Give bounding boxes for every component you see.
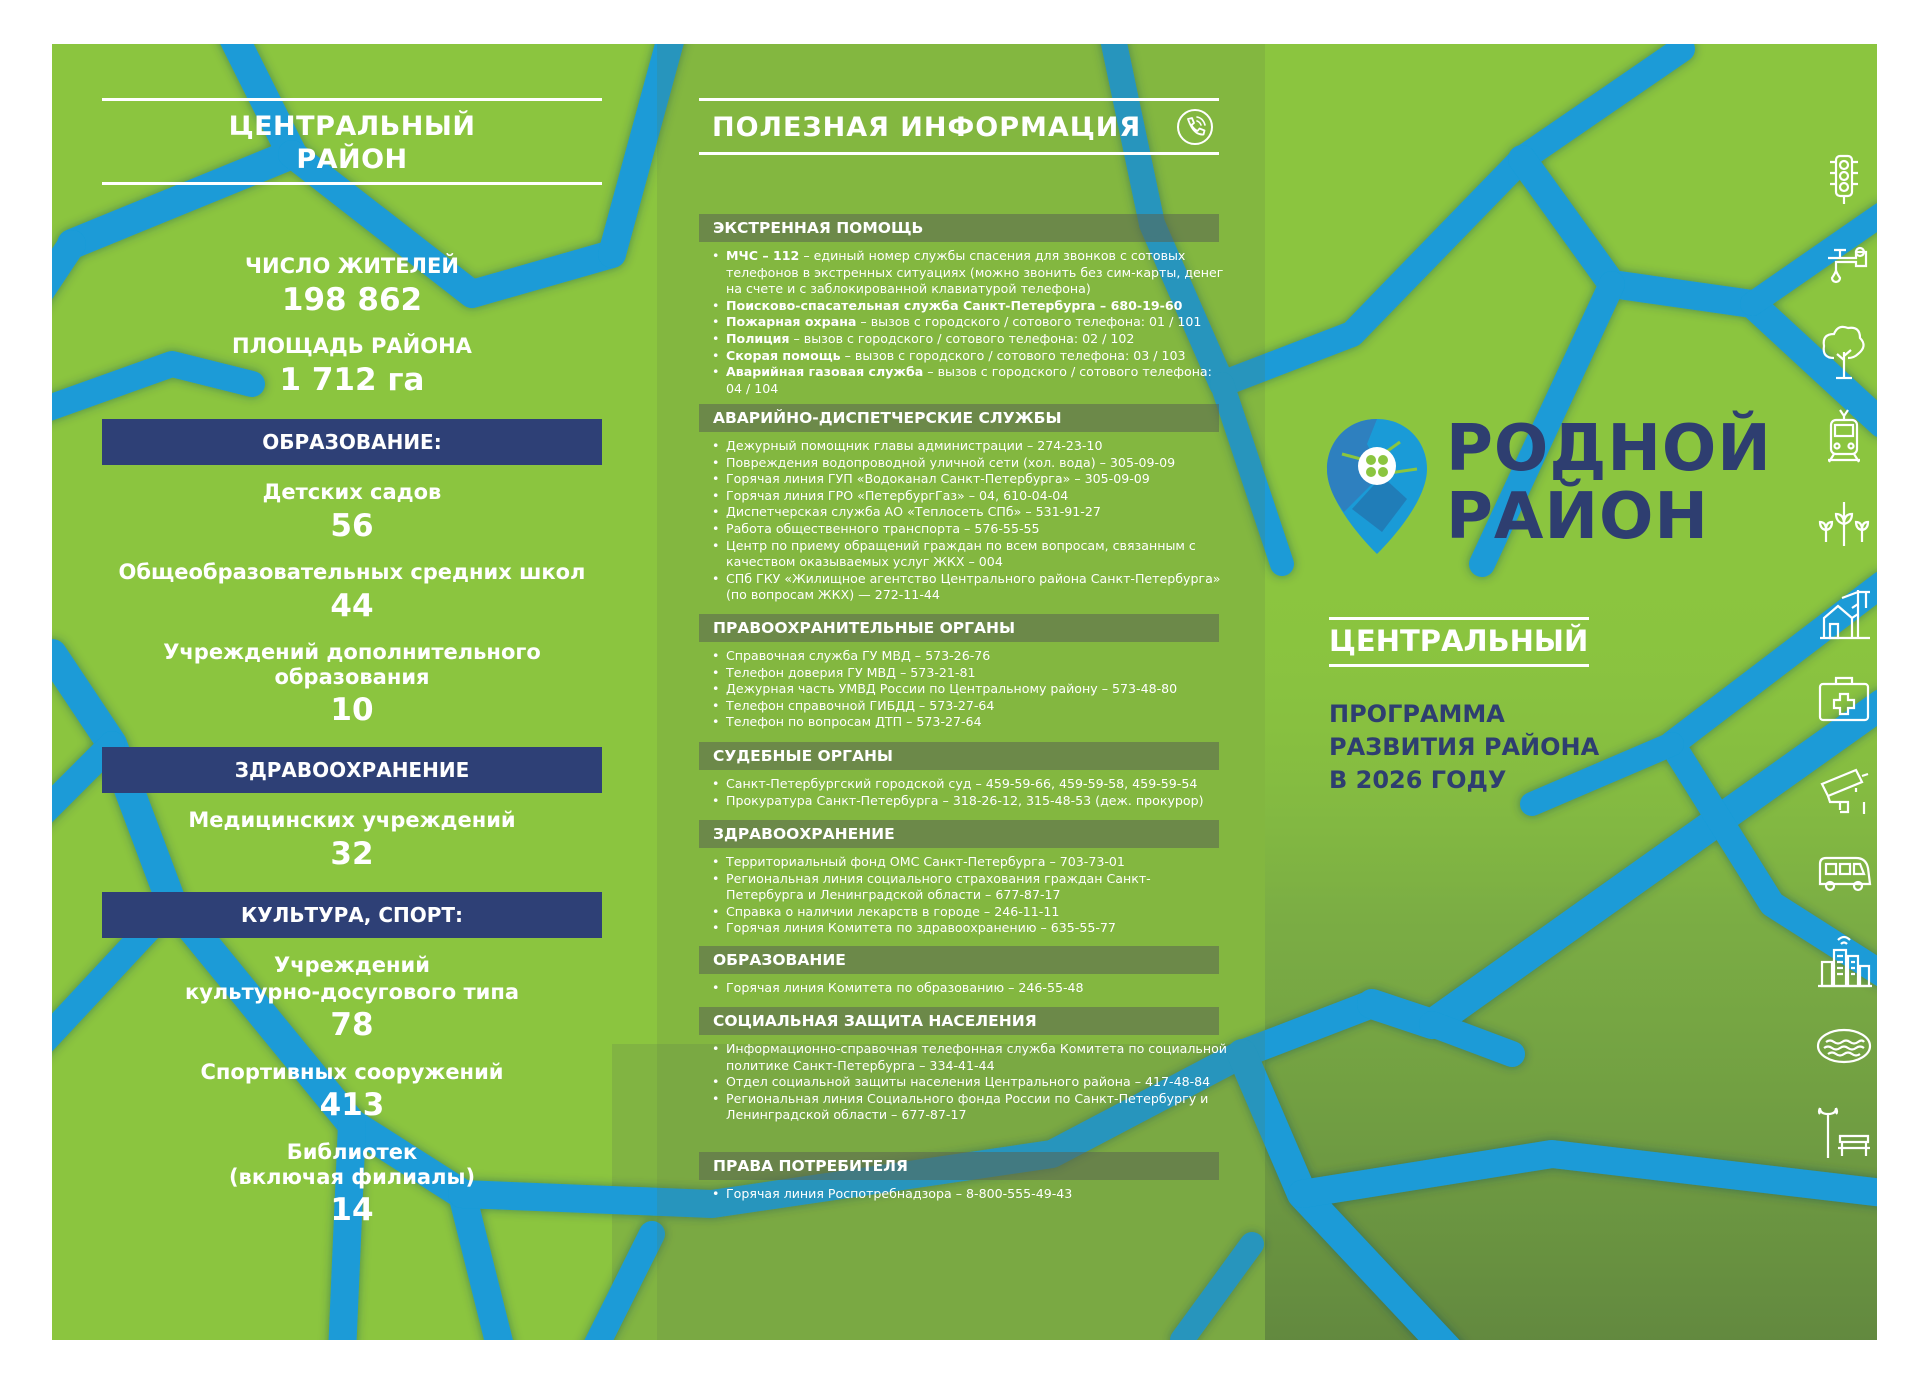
additional-education-label-1: Учреждений дополнительного: [163, 640, 541, 664]
medical-value: 32: [330, 836, 374, 872]
info-list-item: [712, 314, 1227, 331]
info-item-text: Региональная линия Социального фонда России по Санкт-Петербургу и Ленинградской области – 677-87-17: [726, 1090, 1209, 1123]
info-item-text: Территориальный фонд ОМС Санкт-Петербурга – 703-73-01: [726, 854, 1125, 869]
program-line2: РАЗВИТИЯ РАЙОНА: [1329, 733, 1600, 761]
info-item-text: – вызов с городского / сотового телефона: 03 / 103: [840, 347, 1186, 363]
info-list-item: [712, 665, 1227, 682]
tram-icon: [1814, 408, 1874, 466]
info-item-text: Прокуратура Санкт-Петербурга – 318-26-12, 315-48-53 (деж. прокурор): [726, 792, 1204, 808]
sport-value: 413: [319, 1087, 385, 1123]
logo-text-line1: РОДНОЙ: [1446, 412, 1772, 486]
info-list-item: [712, 455, 1227, 472]
info-item-text: Диспетчерская служба АО «Теплосеть СПб» – 531-91-27: [726, 504, 1101, 520]
title-bottom-rule: [102, 182, 602, 185]
info-item-text: Дежурный помощник главы администрации – 274-23-10: [726, 438, 1103, 453]
district-name: ЦЕНТРАЛЬНЫЙ: [1329, 624, 1589, 658]
info-list-item: [712, 571, 1227, 604]
info-section-list: [712, 854, 1227, 937]
info-list-item: [712, 521, 1227, 538]
culture-header: КУЛЬТУРА, СПОРТ:: [102, 892, 602, 938]
park-bench-lamp-icon: [1814, 1102, 1874, 1160]
info-list-item: [712, 871, 1227, 904]
house-construction-icon: [1814, 584, 1874, 642]
schools-label: Общеобразовательных средних школ: [118, 560, 586, 584]
education-header: ОБРАЗОВАНИЕ:: [102, 419, 602, 465]
info-section-list: [712, 776, 1227, 809]
info-item-text: Работа общественного транспорта – 576-55-55: [726, 520, 1040, 536]
brochure-sheet: [52, 44, 1877, 1340]
info-list-item: [712, 854, 1227, 871]
leisure-value: 78: [330, 1007, 374, 1043]
district-title-line2: РАЙОН: [296, 144, 408, 175]
info-item-bold: МЧС – 112: [726, 248, 800, 263]
info-list-item: [712, 698, 1227, 715]
info-list-item: [712, 648, 1227, 665]
info-list-item: [712, 776, 1227, 793]
sprouts-icon: [1814, 494, 1874, 552]
info-item-text: Справка о наличии лекарств в городе – 246-11-11: [726, 903, 1060, 919]
smart-city-buildings-icon: [1814, 930, 1874, 988]
info-item-text: Информационно-справочная телефонная служба Комитета по социальной политике Санкт-Петербурга – 334-41-44: [726, 1041, 1227, 1073]
useful-info-title: ПОЛЕЗНАЯ ИНФОРМАЦИЯ: [712, 112, 1142, 143]
bus-icon: [1814, 844, 1874, 902]
info-item-text: Повреждения водопроводной уличной сети (хол. вода) – 305-09-09: [726, 454, 1176, 470]
additional-education-value: 10: [330, 692, 374, 728]
additional-education-label-2: образования: [274, 665, 430, 689]
info-list-item: [712, 471, 1227, 488]
program-line3: В 2026 ГОДУ: [1329, 766, 1507, 794]
info-item-text: Отдел социальной защиты населения Центрального района – 417-48-84: [726, 1074, 1211, 1090]
medical-label: Медицинских учреждений: [188, 808, 516, 832]
info-list-item: [712, 714, 1227, 731]
info-item-text: Горячая линия Комитета по здравоохранению – 635-55-77: [726, 920, 1116, 936]
traffic-light-icon: [1814, 150, 1874, 208]
info-section-list: [712, 438, 1227, 604]
info-section-header: СУДЕБНЫЕ ОРГАНЫ: [699, 742, 1219, 770]
info-section-list: [712, 648, 1227, 731]
info-item-bold: Пожарная охрана: [726, 314, 857, 330]
cctv-camera-icon: [1814, 758, 1874, 816]
info-section-header: СОЦИАЛЬНАЯ ЗАЩИТА НАСЕЛЕНИЯ: [699, 1007, 1219, 1035]
info-list-item: [712, 681, 1227, 698]
info-section-header: ПРАВООХРАНИТЕЛЬНЫЕ ОРГАНЫ: [699, 614, 1219, 642]
info-section-list: [712, 248, 1227, 397]
water-tap-icon: [1814, 236, 1874, 294]
info-item-text: – вызов с городского / сотового телефона: 02 / 102: [789, 330, 1135, 346]
library-label-1: Библиотек: [286, 1140, 418, 1164]
info-item-bold: Аварийная газовая служба: [726, 364, 924, 380]
library-value: 14: [330, 1192, 374, 1228]
info-section-list: [712, 1186, 1227, 1203]
info-section-list: [712, 980, 1227, 997]
info-list-item: [712, 438, 1227, 455]
district-bottom-rule: [1329, 664, 1589, 667]
info-list-item: [712, 504, 1227, 521]
info-list-item: [712, 1186, 1227, 1203]
lake-icon: [1814, 1016, 1874, 1074]
info-list-item: [712, 488, 1227, 505]
info-list-item: [712, 248, 1227, 298]
info-item-text: Горячая линия ГУП «Водоканал Санкт-Петербурга» – 305-09-09: [726, 471, 1150, 487]
info-section-header: АВАРИЙНО-ДИСПЕТЧЕРСКИЕ СЛУЖБЫ: [699, 404, 1219, 432]
info-section-header: ЗДРАВООХРАНЕНИЕ: [699, 820, 1219, 848]
info-list-item: [712, 920, 1227, 937]
info-item-bold: Скорая помощь: [726, 347, 841, 363]
population-label: ЧИСЛО ЖИТЕЛЕЙ: [245, 254, 459, 278]
leisure-label-1: Учреждений: [274, 953, 430, 977]
info-list-item: [712, 1074, 1227, 1091]
info-item-text: Справочная служба ГУ МВД – 573-26-76: [726, 648, 991, 663]
info-list-item: [712, 904, 1227, 921]
info-item-text: Горячая линия Комитета по образованию – 246-55-48: [726, 980, 1084, 995]
kindergartens-label: Детских садов: [262, 480, 442, 504]
info-item-text: Горячая линия ГРО «ПетербургГаз» – 04, 610-04-04: [726, 487, 1069, 503]
area-label: ПЛОЩАДЬ РАЙОНА: [232, 334, 472, 358]
phone-icon: [1176, 108, 1214, 146]
info-list-item: [712, 1041, 1227, 1074]
info-section-header: ПРАВА ПОТРЕБИТЕЛЯ: [699, 1152, 1219, 1180]
info-item-text: Телефон справочной ГИБДД – 573-27-64: [726, 697, 995, 713]
info-item-text: СПб ГКУ «Жилищное агентство Центрального района Санкт-Петербурга» (по вопросам ЖКХ) — 272-11-44: [726, 570, 1221, 603]
schools-value: 44: [330, 588, 374, 624]
info-item-text: Горячая линия Роспотребнадзора – 8-800-555-49-43: [726, 1186, 1073, 1201]
info-list-item: [712, 793, 1227, 810]
info-item-bold: Полиция: [726, 330, 790, 346]
info-item-text: Региональная линия социального страхования граждан Санкт-Петербурга и Ленинградской области – 677-87-17: [726, 870, 1151, 903]
sport-label: Спортивных сооружений: [200, 1060, 504, 1084]
info-list-item: [712, 298, 1227, 315]
info-list-item: [712, 348, 1227, 365]
info-item-text: – вызов с городского / сотового телефона: 04 / 104: [726, 364, 1212, 396]
tree-icon: [1814, 322, 1874, 380]
info-item-text: Центр по приему обращений граждан по всем вопросам, связанным с качеством оказываемых услуг ЖКХ – 004: [726, 537, 1196, 570]
info-section-header: ЭКСТРЕННАЯ ПОМОЩЬ: [699, 214, 1219, 242]
logo-pin-icon: [1322, 414, 1432, 564]
info-list-item: [712, 538, 1227, 571]
district-top-rule: [1329, 617, 1589, 620]
health-header: ЗДРАВООХРАНЕНИЕ: [102, 747, 602, 793]
district-title-line1: ЦЕНТРАЛЬНЫЙ: [228, 111, 476, 142]
kindergartens-value: 56: [330, 508, 374, 544]
info-item-text: Санкт-Петербургский городской суд – 459-59-66, 459-59-58, 459-59-54: [726, 776, 1198, 791]
info-item-text: Телефон по вопросам ДТП – 573-27-64: [726, 714, 982, 730]
title-top-rule: [102, 98, 602, 101]
leisure-label-2: культурно-досугового типа: [184, 980, 520, 1004]
info-top-rule: [699, 98, 1219, 101]
info-item-bold: Поисково-спасательная служба Санкт-Петербурга – 680-19-60: [726, 297, 1183, 313]
population-value: 198 862: [281, 282, 423, 318]
info-section-list: [712, 1041, 1227, 1124]
info-item-text: Дежурная часть УМВД России по Центральному району – 573-48-80: [726, 681, 1178, 697]
info-list-item: [712, 331, 1227, 348]
program-line1: ПРОГРАММА: [1329, 700, 1505, 728]
city-photo-area: [1265, 564, 1877, 1340]
info-list-item: [712, 1091, 1227, 1124]
library-label-2: (включая филиалы): [228, 1165, 476, 1189]
info-list-item: [712, 980, 1227, 997]
logo-text-line2: РАЙОН: [1446, 480, 1709, 554]
info-item-text: – вызов с городского / сотового телефона: 01 / 101: [856, 314, 1202, 330]
info-list-item: [712, 364, 1227, 397]
info-item-text: – единый номер службы спасения для звонков с сотовых телефонов в экстренных ситуациях (можно звонить без сим-карты, денег на счете и с заблокированной клавиатурой телефона): [726, 248, 1224, 297]
info-item-text: Телефон доверия ГУ МВД – 573-21-81: [726, 664, 976, 680]
first-aid-kit-icon: [1814, 670, 1874, 728]
info-section-header: ОБРАЗОВАНИЕ: [699, 946, 1219, 974]
area-value: 1 712 га: [279, 362, 425, 398]
info-bottom-rule: [699, 152, 1219, 155]
